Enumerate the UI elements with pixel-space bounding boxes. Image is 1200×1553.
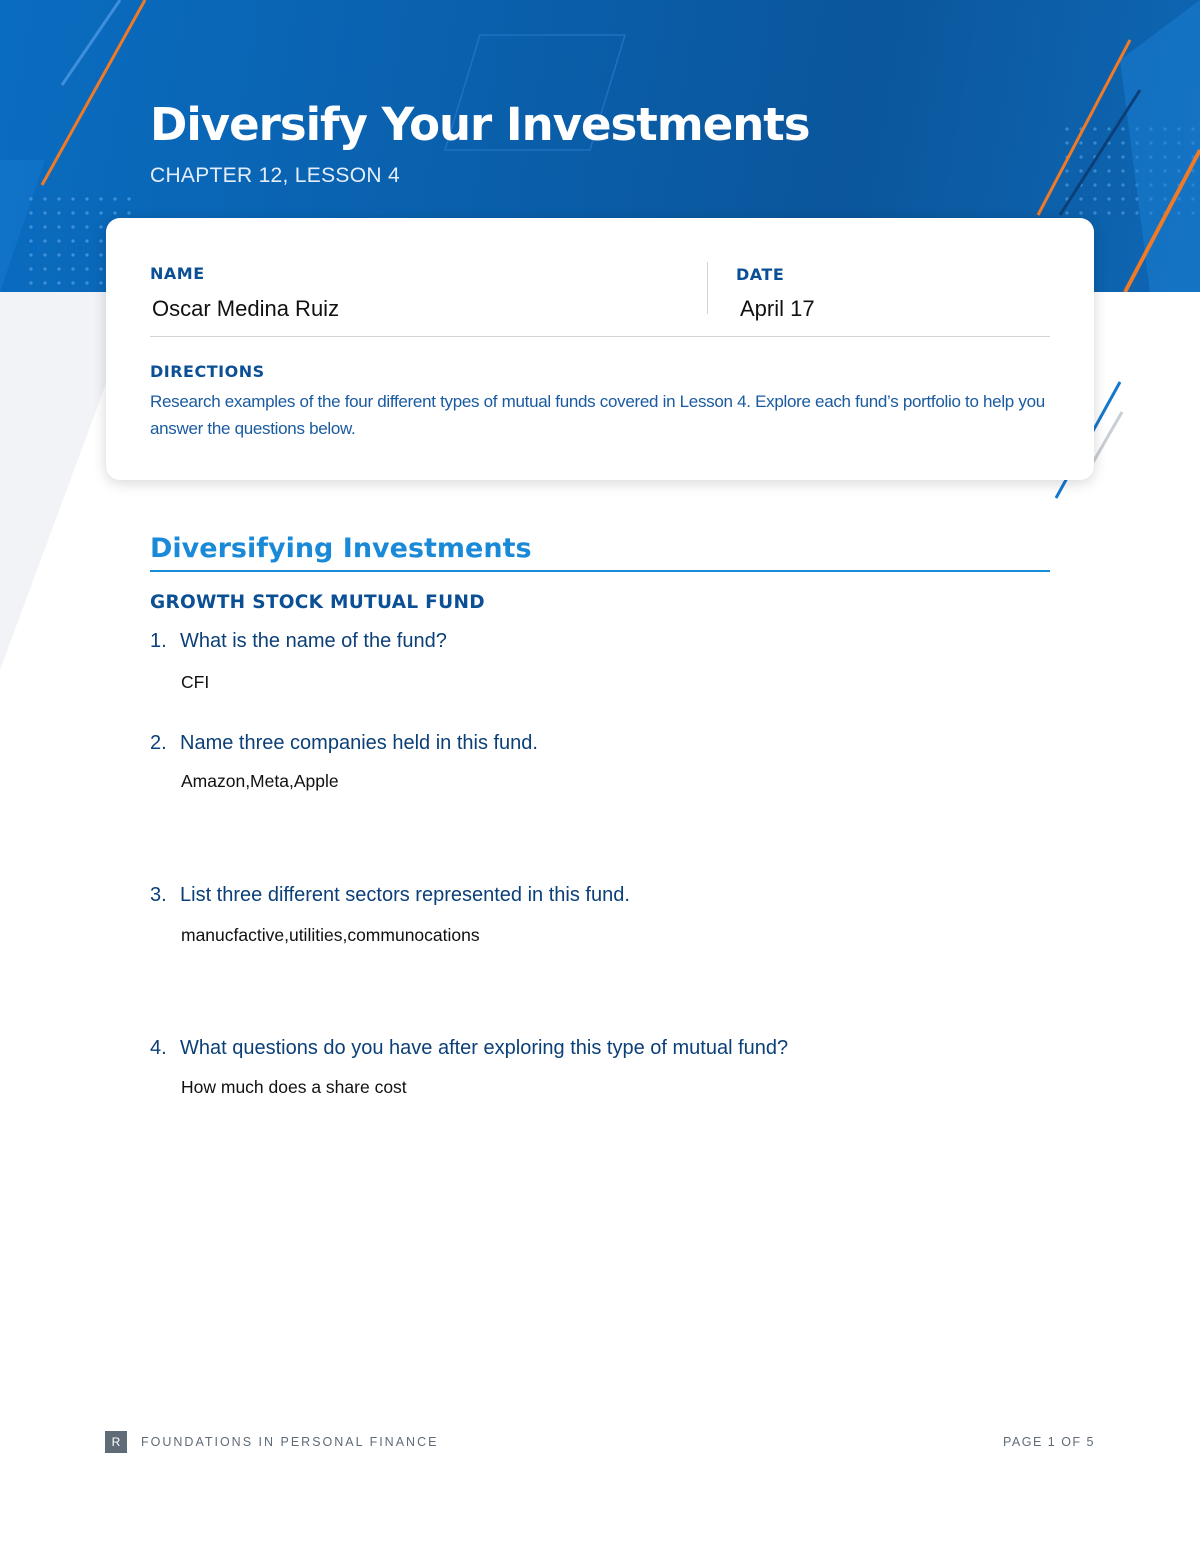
date-field[interactable]: April 17 — [740, 296, 815, 321]
section-rule — [150, 570, 1050, 572]
question-4: 4. What questions do you have after exploring this type of mutual fund? — [150, 1037, 789, 1059]
name-field[interactable]: Oscar Medina Ruiz — [152, 296, 340, 321]
directions-text: Research examples of the four different types of mutual funds covered in Lesson 4. Explore each fund’s portfolio to help you answer the questions below. — [150, 392, 1045, 438]
field-divider — [707, 262, 708, 314]
footer-course-name: FOUNDATIONS IN PERSONAL FINANCE — [141, 1435, 439, 1449]
answer-1-field[interactable]: CFI — [181, 672, 210, 692]
question-3: 3. List three different sectors represented in this fund. — [150, 884, 630, 906]
chapter-subtitle: CHAPTER 12, LESSON 4 — [150, 164, 400, 187]
section-title: Diversifying Investments — [150, 533, 532, 564]
answer-4-field[interactable]: How much does a share cost — [181, 1077, 407, 1097]
ramsey-logo-icon: R — [105, 1431, 127, 1453]
directions-label: DIRECTIONS — [150, 362, 265, 381]
page-title: Diversify Your Investments — [150, 98, 810, 151]
question-2: 2. Name three companies held in this fund. — [150, 732, 538, 754]
question-1: 1. What is the name of the fund? — [150, 630, 447, 652]
subsection-title: GROWTH STOCK MUTUAL FUND — [150, 592, 485, 613]
card-divider — [150, 336, 1050, 337]
answer-3-field[interactable]: manucfactive,utilities,communocations — [181, 925, 480, 945]
student-info-card — [106, 218, 1094, 480]
date-label: DATE — [736, 265, 785, 284]
name-label: NAME — [150, 264, 205, 283]
page-number: PAGE 1 OF 5 — [1003, 1435, 1095, 1449]
answer-2-field[interactable]: Amazon,Meta,Apple — [181, 771, 339, 791]
